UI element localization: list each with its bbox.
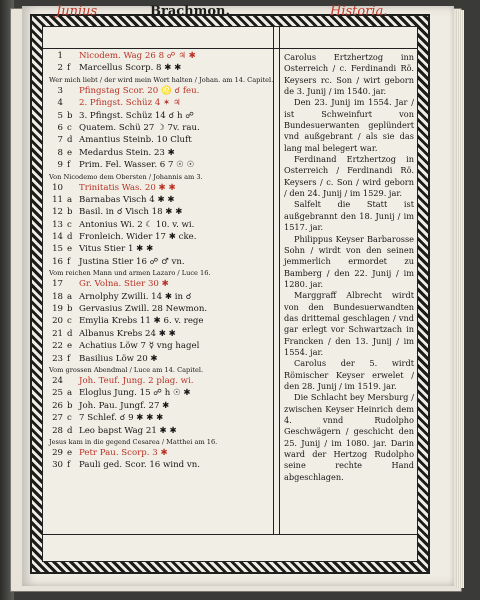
calendar-row <box>45 425 271 437</box>
calendar-row <box>45 231 271 243</box>
dominical-letter: b <box>67 110 73 121</box>
day-number: 4 <box>57 98 63 109</box>
saint-entry: Achatius Löw 7 ☿ vng hagel <box>79 341 200 352</box>
dominical-letter: c <box>67 316 72 327</box>
page-footer <box>42 534 418 563</box>
dominical-letter: c <box>67 413 72 424</box>
calendar-row <box>45 447 271 459</box>
gospel-note-text: Von Nicodemo dem Obersten / Johannis am 3. <box>49 172 203 181</box>
saint-entry: Medardus Stein. 23 ✱ <box>79 147 175 158</box>
dominical-letter: f <box>67 160 71 171</box>
history-entry: Den 23. Junij im 1554. Jar / ist Schweinfurt von Bundesuerwanten geplündert vnd außgebrant / als sie das lang mal belegert war. <box>284 97 414 153</box>
saint-entry: Fronleich. Wider 17 ✱ cke. <box>79 232 197 243</box>
calendar-row <box>45 353 271 365</box>
calendar-row <box>45 256 271 268</box>
day-number: 29 <box>52 447 63 458</box>
saint-entry: Pauli ged. Scor. 16 wind vn. <box>79 460 200 471</box>
calendar-row <box>45 219 271 231</box>
dominical-letter: e <box>67 244 73 255</box>
day-number: 14 <box>52 232 63 243</box>
saint-entry: Nicodem. Wag 26 8 ☍ ♃ ✱ <box>79 51 196 61</box>
saint-entry: Petr Pau. Scorp. 3 ✱ <box>79 447 168 458</box>
day-number: 19 <box>52 304 63 315</box>
calendar-row <box>45 387 271 399</box>
history-column <box>284 52 414 530</box>
calendar-row <box>45 97 271 109</box>
page-fore-edge <box>456 10 464 588</box>
day-number: 30 <box>52 460 63 471</box>
dominical-letter: d <box>67 328 73 339</box>
dominical-letter: c <box>67 219 72 230</box>
day-number: 22 <box>52 341 63 352</box>
dominical-letter: a <box>67 194 73 205</box>
day-number: 11 <box>52 194 63 205</box>
day-number: 15 <box>52 244 63 255</box>
saint-entry: Eloglus Jung. 15 ☍ h ☉ ✱ <box>79 388 191 399</box>
dominical-letter: d <box>67 135 73 146</box>
month-latin-title: Junius <box>56 4 98 19</box>
dominical-letter: a <box>67 291 73 302</box>
calendar-row <box>45 291 271 303</box>
saint-entry: Barnabas Visch 4 ✱ ✱ <box>79 194 175 205</box>
saint-entry: Pfingstag Scor. 20 ♌ ☌ feu. <box>79 85 200 96</box>
history-entry: Philippus Keyser Barbarosse Sohn / wirdt von den seinen jemmerlich ermordet zu Bamberg / den 22. Junij / im 1280. jar. <box>284 233 414 289</box>
day-number: 10 <box>52 182 63 193</box>
dominical-letter: f <box>67 63 71 74</box>
saint-entry: Albanus Krebs 24 ✱ ✱ <box>79 328 176 339</box>
gospel-note-text: Vom reichen Mann und armen Lazaro / Luce 16. <box>49 269 211 278</box>
page-header <box>42 26 418 49</box>
calendar-row <box>45 182 271 194</box>
calendar-row <box>45 328 271 340</box>
calendar-row <box>45 50 271 62</box>
saint-entry: Prim. Fel. Wasser. 6 7 ☉ ☉ <box>79 160 195 171</box>
saint-entry: Amantius Steinb. 10 Cluft <box>79 135 192 146</box>
calendar-row <box>45 85 271 97</box>
dominical-letter: f <box>67 353 71 364</box>
day-number: 3 <box>57 85 63 96</box>
calendar-row <box>45 315 271 327</box>
day-number: 7 <box>57 135 63 146</box>
calendar-row <box>45 375 271 387</box>
saint-entry: Basilius Löw 20 ✱ <box>79 353 158 364</box>
calendar-row <box>45 122 271 134</box>
history-title: Historia. <box>330 4 388 19</box>
dominical-letter: b <box>67 304 73 315</box>
saint-entry: Basil. in ☌ Visch 18 ✱ ✱ <box>79 207 183 218</box>
day-number: 25 <box>52 388 63 399</box>
gospel-note <box>45 365 271 375</box>
calendar-row <box>45 62 271 74</box>
saint-entry: Marcellus Scorp. 8 ✱ ✱ <box>79 63 182 74</box>
column-divider <box>273 26 280 534</box>
calendar-row <box>45 194 271 206</box>
dominical-letter: e <box>67 147 73 158</box>
dominical-letter: e <box>67 447 73 458</box>
history-entry: Die Schlacht bey Mersburg / zwischen Keyser Heinrich dem 4. vnnd Rudolpho Geschwägern / geschicht den 25. Junij / im 1080. jar. Darin ward der Hertzog Rudolpho seine rechte Hand abgeschlagen. <box>284 392 414 482</box>
day-number: 13 <box>52 219 63 230</box>
dominical-letter: a <box>67 388 73 399</box>
saint-entry: Arnolphy Zwilli. 14 ✱ in ☌ <box>79 291 192 302</box>
gospel-note-text: Wer mich liebt / der wird mein Wort halten / Johan. am 14. Capitel. <box>49 75 274 84</box>
saint-entry: Trinitatis Was. 20 ✱ ✱ <box>79 182 176 193</box>
history-entry: Carolus Ertzhertzog inn Osterreich / c. Ferdinandi Rö. Keysers rc. Son / wirt geborn de 3. Junij / im 1540. jar. <box>284 52 414 97</box>
saint-entry: Joh. Pau. Jungf. 27 ✱ <box>79 400 170 411</box>
gospel-note <box>45 437 271 447</box>
day-number: 8 <box>57 147 63 158</box>
calendar-row <box>45 110 271 122</box>
history-entry: Ferdinand Ertzhertzog in Osterreich / Ferdinandi Rö. Keysers / c. Son / wird geborn / den 24. Junij / im 1529. jar. <box>284 154 414 199</box>
day-number: 18 <box>52 291 63 302</box>
gospel-note-text: Jesus kam in die gegend Cesarea / Matthei am 16. <box>49 437 218 446</box>
day-number: 6 <box>57 122 63 133</box>
calendar-row <box>45 412 271 424</box>
dominical-letter: c <box>67 122 72 133</box>
day-number: 21 <box>52 328 63 339</box>
saint-entry: Gervasius Zwill. 28 Newmon. <box>79 304 208 315</box>
day-number: 17 <box>52 279 63 290</box>
day-number: 16 <box>52 256 63 267</box>
day-number: 1 <box>57 51 63 61</box>
gospel-note <box>45 172 271 182</box>
saint-entry: Emylia Krebs 11 ✱ 6. v. rege <box>79 316 204 327</box>
calendar-row <box>45 400 271 412</box>
saint-entry: 2. Pfingst. Schüz 4 ✶ ♃ <box>79 98 181 109</box>
history-entry: Carolus der 5. wirdt Römischer Keyser erwelet / den 28. Junij / im 1519. jar. <box>284 358 414 391</box>
saint-entry: Leo bapst Wag 21 ✱ ✱ <box>79 425 177 436</box>
dominical-letter: f <box>67 460 71 471</box>
dominical-letter: f <box>67 256 71 267</box>
gospel-note <box>45 75 274 85</box>
day-number: 23 <box>52 353 63 364</box>
calendar-column <box>45 50 274 520</box>
day-number: 9 <box>57 160 63 171</box>
gospel-note <box>45 268 271 278</box>
month-german-title: Brachmon. <box>150 4 231 19</box>
dominical-letter: b <box>67 400 73 411</box>
calendar-row <box>45 278 271 290</box>
saint-entry: Quatem. Schü 27 ☽ 7v. rau. <box>79 122 200 133</box>
day-number: 2 <box>57 63 63 74</box>
day-number: 5 <box>57 110 63 121</box>
saint-entry: Justina Stier 16 ☍ ♂ vn. <box>79 256 185 267</box>
saint-entry: 7 Schlef. ☌ 9 ✱ ✱ ✱ <box>79 413 164 424</box>
saint-entry: Gr. Volna. Stier 30 ✱ <box>79 279 169 290</box>
dominical-letter: d <box>67 232 73 243</box>
history-entry: Salfelt die Statt ist außgebrannt den 18. Junij / im 1517. jar. <box>284 199 414 233</box>
calendar-row <box>45 147 271 159</box>
day-number: 28 <box>52 425 63 436</box>
saint-entry: Joh. Teuf. Jung. 2 plag. wi. <box>79 375 194 386</box>
saint-entry: Vitus Stier 1 ✱ ✱ <box>79 244 154 255</box>
calendar-row <box>45 206 271 218</box>
day-number: 24 <box>52 375 63 386</box>
calendar-row <box>45 159 271 171</box>
calendar-row <box>45 134 271 146</box>
day-number: 27 <box>52 413 63 424</box>
calendar-row <box>45 459 271 471</box>
day-number: 12 <box>52 207 63 218</box>
history-entry: Marggraff Albrecht wirdt von den Bundesuerwandten das drittemal geschlagen / vnd gar erlegt vor Schwartzach in Francken / den 13. Junij / im 1554. jar. <box>284 290 414 357</box>
dominical-letter: d <box>67 425 73 436</box>
calendar-row <box>45 243 271 255</box>
calendar-row <box>45 340 271 352</box>
calendar-row <box>45 303 271 315</box>
gospel-note-text: Vom grossen Abendmal / Luce am 14. Capitel. <box>49 365 204 374</box>
day-number: 20 <box>52 316 63 327</box>
dominical-letter: e <box>67 341 73 352</box>
dominical-letter: b <box>67 207 73 218</box>
saint-entry: 3. Pfingst. Schüz 14 ☌ h ☍ <box>79 110 194 121</box>
saint-entry: Antonius Wi. 2 ☾ 10. v. wi. <box>79 219 195 230</box>
day-number: 26 <box>52 400 63 411</box>
